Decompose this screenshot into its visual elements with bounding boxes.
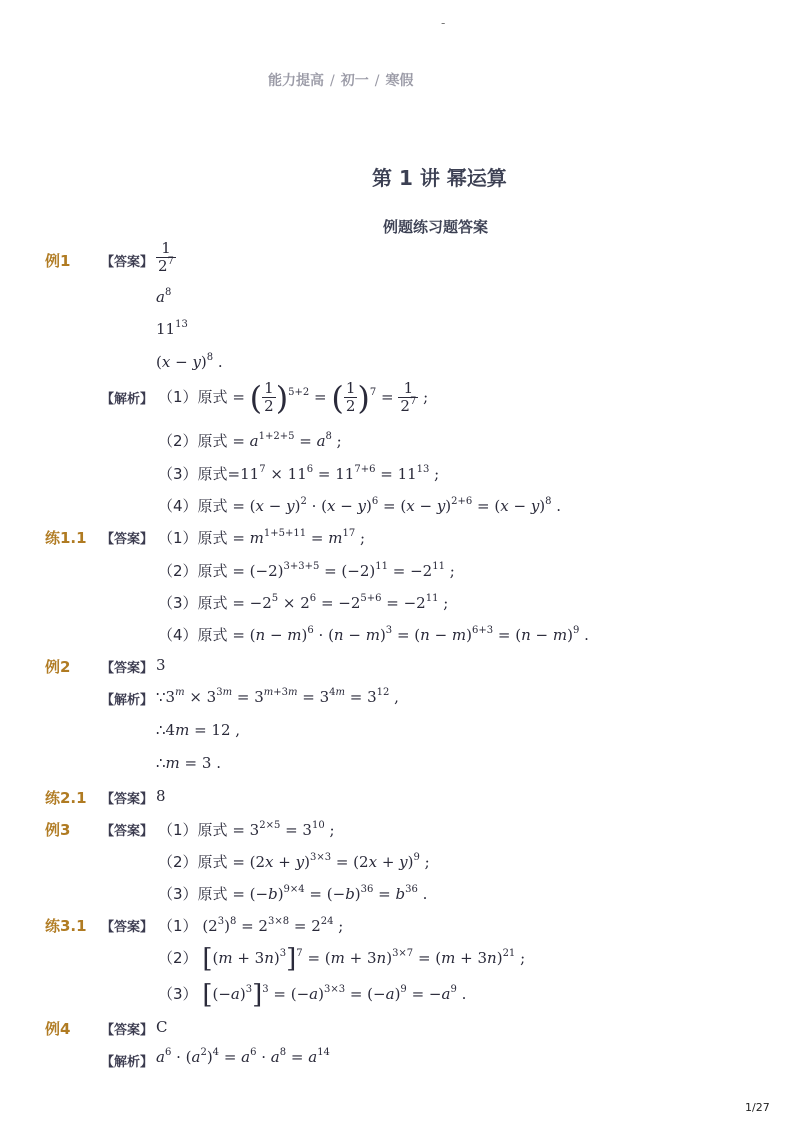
ex3-step-3: （3）原式 = $(-b)^{9\times 4} = (-b)^{36} = b^{36}$ . [158,884,428,903]
breadcrumb-separator: / [374,73,380,89]
example-2-label: 例2 [45,658,71,676]
analysis-tag: 【解析】 [101,392,154,407]
ex1-answer-1: $\frac{1}{2^7}$ [158,239,174,276]
breadcrumb-grade: 初一 [340,73,369,89]
part-marker: （2）原式 [158,853,228,871]
part-marker: （1） [158,917,198,935]
ex2-analysis-1: $\because 3^m \times 3^{3m} = 3^{m+3m} = 3^{4m} = 3^{12}$ , [156,687,399,706]
answer-tag: 【答案】 [101,532,154,547]
practice-1-1-label: 练1.1 [45,529,87,547]
ex1-analysis-3: （3）原式$=11^7 \times 11^6 = 11^{7+6} = 11^{13}$ ; [158,464,440,483]
breadcrumb-term: 寒假 [385,73,414,89]
ex2-analysis-2: ∴4m = 12 , [156,721,241,739]
part-marker: （2） [158,949,198,967]
example-1-label: 例1 [45,252,71,270]
analysis-tag: 【解析】 [101,693,154,708]
ex3-step-2: （2）原式 = $(2x + y)^{3\times 3} = (2x + y)^9$ ; [158,852,430,871]
pr21-answer: 8 [156,787,166,805]
breadcrumb [268,70,413,90]
ex1-answer-2: $a^8$ [156,287,172,306]
ex4-analysis: $a^6 \cdot (a^2)^4 = a^6 \cdot a^8 = a^{14}$ [156,1047,330,1066]
part-marker: （1）原式 [158,387,228,406]
part-marker: （2）原式 [158,432,228,450]
page-subtitle: 例题练习题答案 [383,218,489,236]
answer-tag: 【答案】 [101,792,154,807]
ex1-analysis-4: （4）原式 = $(x - y)^2 \cdot (x - y)^6 = (x - y)^{2+6} = (x - y)^8$ . [158,496,562,515]
pr11-step-3: （3）原式 = $-2^5 \times 2^6 = -2^{5+6} = -2^{11}$ ; [158,593,449,612]
ex2-analysis-3: ∴m = 3 . [156,754,221,772]
part-marker: （1）原式 [158,821,228,839]
breadcrumb-separator: / [330,73,335,89]
part-marker: （1）原式 [158,529,228,547]
ex1-answer-3: $11^{13}$ [156,319,188,338]
page-number: 1/27 [745,1101,770,1114]
pr11-step-1: （1）原式 = $m^{1+5+11} = m^{17}$ ; [158,528,366,547]
answer-tag: 【答案】 [101,920,154,935]
answer-tag: 【答案】 [101,255,154,270]
part-marker: （2）原式 [158,562,228,580]
pr31-step-1: （1） $(2^3)^8 = 2^{3\times 8} = 2^{24}$ ; [158,916,344,935]
answer-tag: 【答案】 [101,824,154,839]
practice-2-1-label: 练2.1 [45,789,87,807]
analysis-tag: 【解析】 [101,1055,154,1070]
part-marker: （3）原式 [158,885,228,903]
example-3-label: 例3 [45,821,71,839]
answer-tag: 【答案】 [101,1023,154,1038]
ex1-analysis-1: （1）原式 = ( $\frac{1}{2}$ )$^{5+2}$ = ( $\frac{1}{2}$ )$^7$ = $\frac{1}{2^7}$ ; [158,378,429,417]
part-marker: （3）原式 [158,594,228,612]
answer-tag: 【答案】 [101,661,154,676]
pr11-step-4: （4）原式 = $(n - m)^6 \cdot (n - m)^3 = (n - m)^{6+3} = (n - m)^9$ . [158,625,589,644]
pr31-step-3: （3） $[(-a)^3]^3 = (-a)^{3\times 3} = (-a)^9 = -a^9$ . [158,980,467,1010]
ex3-step-1: （1）原式 = $3^{2\times 5} = 3^{10}$ ; [158,820,335,839]
part-marker: （4）原式 [158,497,228,515]
page-title: 第 1 讲 幂运算 [372,166,507,190]
pr11-step-2: （2）原式 = $(-2)^{3+3+5} = (-2)^{11} = -2^{11}$ ; [158,561,455,580]
example-4-label: 例4 [45,1020,71,1038]
ex4-answer: C [156,1018,168,1036]
ex1-answer-4: $(x - y)^8$ . [156,352,223,371]
practice-3-1-label: 练3.1 [45,917,87,935]
pr31-step-2: （2） $[(m + 3n)^3]^7 = (m + 3n)^{3\times 7} = (m + 3n)^{21}$ ; [158,944,526,974]
part-marker: （3）原式 [158,465,228,483]
part-marker: （4）原式 [158,626,228,644]
ex2-answer: 3 [156,656,166,674]
top-dash: - [441,16,446,30]
breadcrumb-level: 能力提高 [268,73,324,89]
part-marker: （3） [158,985,198,1003]
ex1-analysis-2: （2）原式 = $a^{1+2+5} = a^8$ ; [158,431,342,450]
